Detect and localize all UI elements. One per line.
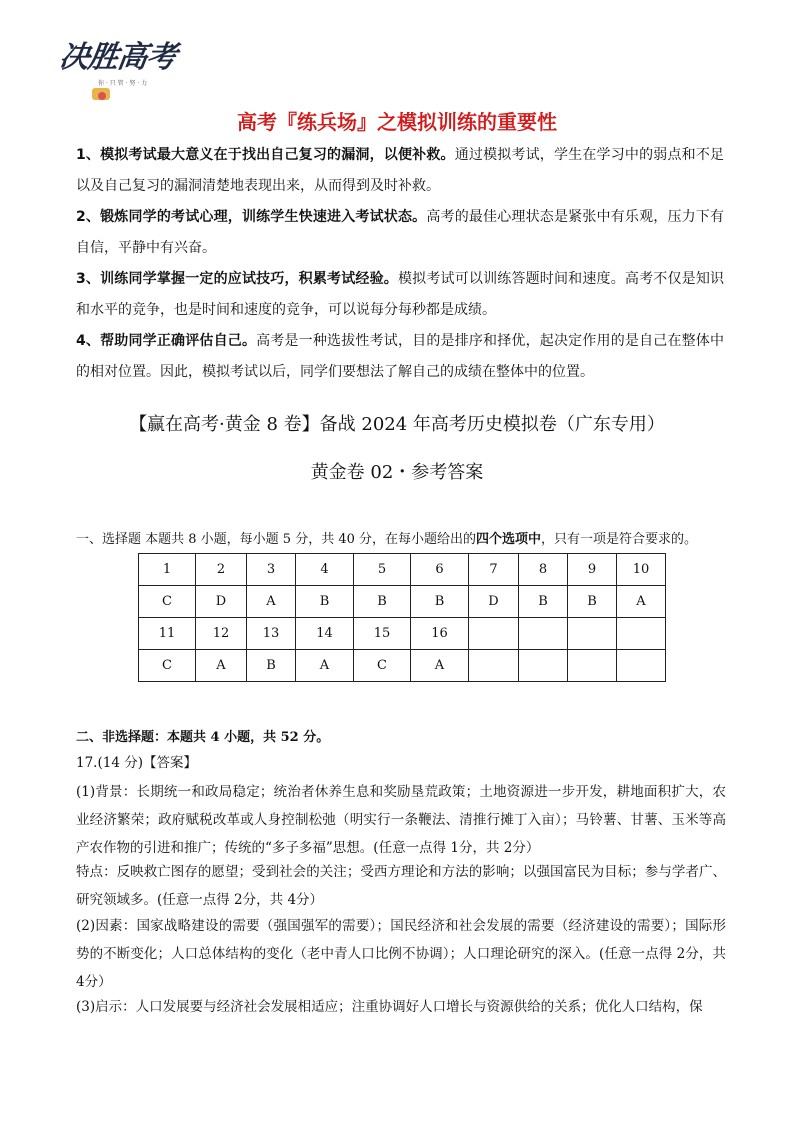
- answer-table-cell: B: [296, 586, 354, 618]
- answer-paragraph: (3)启示：人口发展要与经济社会发展相适应；注重协调好人口增长与资源供给的关系；优化人口结构，保: [76, 999, 703, 1015]
- answer-table-cell: 7: [469, 554, 519, 586]
- intro-item-bold: 4、帮助同学正确评估自己。: [76, 333, 257, 349]
- section1-tail: ，只有一项是符合要求的。: [541, 532, 698, 547]
- answer-table-cell: B: [519, 586, 568, 618]
- logo: [57, 32, 185, 104]
- logo-subtitle: 你 · 只 管 · 努 · 力: [98, 80, 148, 87]
- section2-heading: 二、非选择题：本题共 4 小题，共 52 分。: [76, 730, 330, 745]
- answer-table-cell: A: [411, 650, 469, 682]
- answer-table-cell: [617, 618, 666, 650]
- answer-table-cell: B: [247, 650, 296, 682]
- answer-paragraph: 特点：反映救亡图存的愿望；受到社会的关注；受西方理论和方法的影响；以强国富民为目标；参与学者广、研究领域多。(任意一点得 2分，共 4分）: [76, 864, 726, 908]
- answer-table-cell: C: [139, 650, 196, 682]
- answer-table-cell: 5: [354, 554, 411, 586]
- answer-table-cell: 16: [411, 618, 469, 650]
- answer-table-cell: A: [247, 586, 296, 618]
- answer-table: [138, 553, 666, 682]
- intro-item: [76, 264, 724, 326]
- answer-table-cell: 9: [568, 554, 617, 586]
- exam-subheading: 黄金卷 02・参考答案: [310, 462, 484, 483]
- answer-table-row: [139, 554, 666, 586]
- intro-item: [76, 140, 724, 202]
- exam-heading: 【赢在高考·黄金 8 卷】备战 2024 年高考历史模拟卷（广东专用）: [129, 414, 665, 435]
- answer-table-cell: 12: [196, 618, 247, 650]
- answer-table-cell: 10: [617, 554, 666, 586]
- answer-table-cell: 4: [296, 554, 354, 586]
- intro-item-text: 模拟考试可以训练答题时间和速度。高考不仅是知识和水平的竞争，也是时间和速度的竞争，可以说每分每秒都是成绩。: [76, 271, 725, 318]
- intro-item-text: 高考是一种选拔性考试，目的是排序和择优，起决定作用的是自己在整体中的相对位置。因此，模拟考试以后，同学们要想法了解自己的成绩在整体中的位置。: [76, 333, 724, 380]
- answer-table-cell: D: [196, 586, 247, 618]
- intro-item: [76, 326, 724, 388]
- answer-table-cell: D: [469, 586, 519, 618]
- logo-figure-icon: [98, 92, 106, 100]
- q17-label: 17.(14 分)【答案】: [76, 755, 197, 771]
- answer-table-cell: C: [354, 650, 411, 682]
- logo-text: 决胜高考: [57, 40, 178, 75]
- answer-table-row: [139, 618, 666, 650]
- answer-table-cell: [469, 650, 519, 682]
- answer-table-cell: A: [296, 650, 354, 682]
- answer-table-cell: A: [617, 586, 666, 618]
- answer-table-cell: 11: [139, 618, 196, 650]
- answer-table-cell: [617, 650, 666, 682]
- answer-table-cell: A: [196, 650, 247, 682]
- answer-table-cell: 1: [139, 554, 196, 586]
- answer-table-cell: [568, 650, 617, 682]
- answer-table-cell: B: [568, 586, 617, 618]
- answer-table-cell: C: [139, 586, 196, 618]
- answer-table-cell: 6: [411, 554, 469, 586]
- intro-item-bold: 3、训练同学掌握一定的应试技巧，积累考试经验。: [76, 271, 398, 287]
- answer-paragraph: (1)背景：长期统一和政局稳定；统治者休养生息和奖励垦荒政策；土地资源进一步开发，耕地面积扩大，农业经济繁荣；政府赋税改革或人身控制松弛（明实行一条鞭法、清推行摊丁入亩）；马铃薯、甘薯、玉米等高产农作物的引进和推广；传统的“多子多福”思想。(任意一点得 1分，共 2分）: [76, 784, 726, 856]
- answer-table-cell: [519, 618, 568, 650]
- intro-item-bold: 2、锻炼同学的考试心理，训练学生快速进入考试状态。: [76, 209, 427, 225]
- intro-item: [76, 202, 724, 264]
- answer-table-cell: 3: [247, 554, 296, 586]
- intro-item-text: 通过模拟考试，学生在学习中的弱点和不足以及自己复习的漏洞清楚地表现出来，从而得到及时补救。: [76, 147, 725, 194]
- intro-item-text: 高考的最佳心理状态是紧张中有乐观，压力下有自信，平静中有兴奋。: [76, 209, 724, 256]
- answer-table-row: [139, 650, 666, 682]
- section1-heading: [76, 528, 736, 547]
- answer-table-cell: [519, 650, 568, 682]
- answer-table-cell: 8: [519, 554, 568, 586]
- answer-table-cell: 13: [247, 618, 296, 650]
- section1-bold: 四个选项中: [476, 532, 542, 547]
- answer-table-row: [139, 586, 666, 618]
- section1-lead: 一、选择题 本题共 8 小题，每小题 5 分，共 40 分，在每小题给出的: [76, 532, 477, 547]
- intro-title: 高考『练兵场』之模拟训练的重要性: [237, 110, 557, 134]
- answer-table-cell: 14: [296, 618, 354, 650]
- answer-table-cell: 15: [354, 618, 411, 650]
- answer-table-cell: 2: [196, 554, 247, 586]
- answer-table-cell: B: [411, 586, 469, 618]
- intro-item-bold: 1、模拟考试最大意义在于找出自己复习的漏洞，以便补救。: [76, 147, 455, 163]
- answer-table-cell: [568, 618, 617, 650]
- answer-paragraph: (2)因素：国家战略建设的需要（强国强军的需要）；国民经济和社会发展的需要（经济建设的需要）；国际形势的不断变化；人口总体结构的变化（老中青人口比例不协调）；人口理论研究的深入。(任意一点得 2分，共 4分）: [76, 918, 726, 990]
- answer-table-cell: [469, 618, 519, 650]
- answer-table-cell: B: [354, 586, 411, 618]
